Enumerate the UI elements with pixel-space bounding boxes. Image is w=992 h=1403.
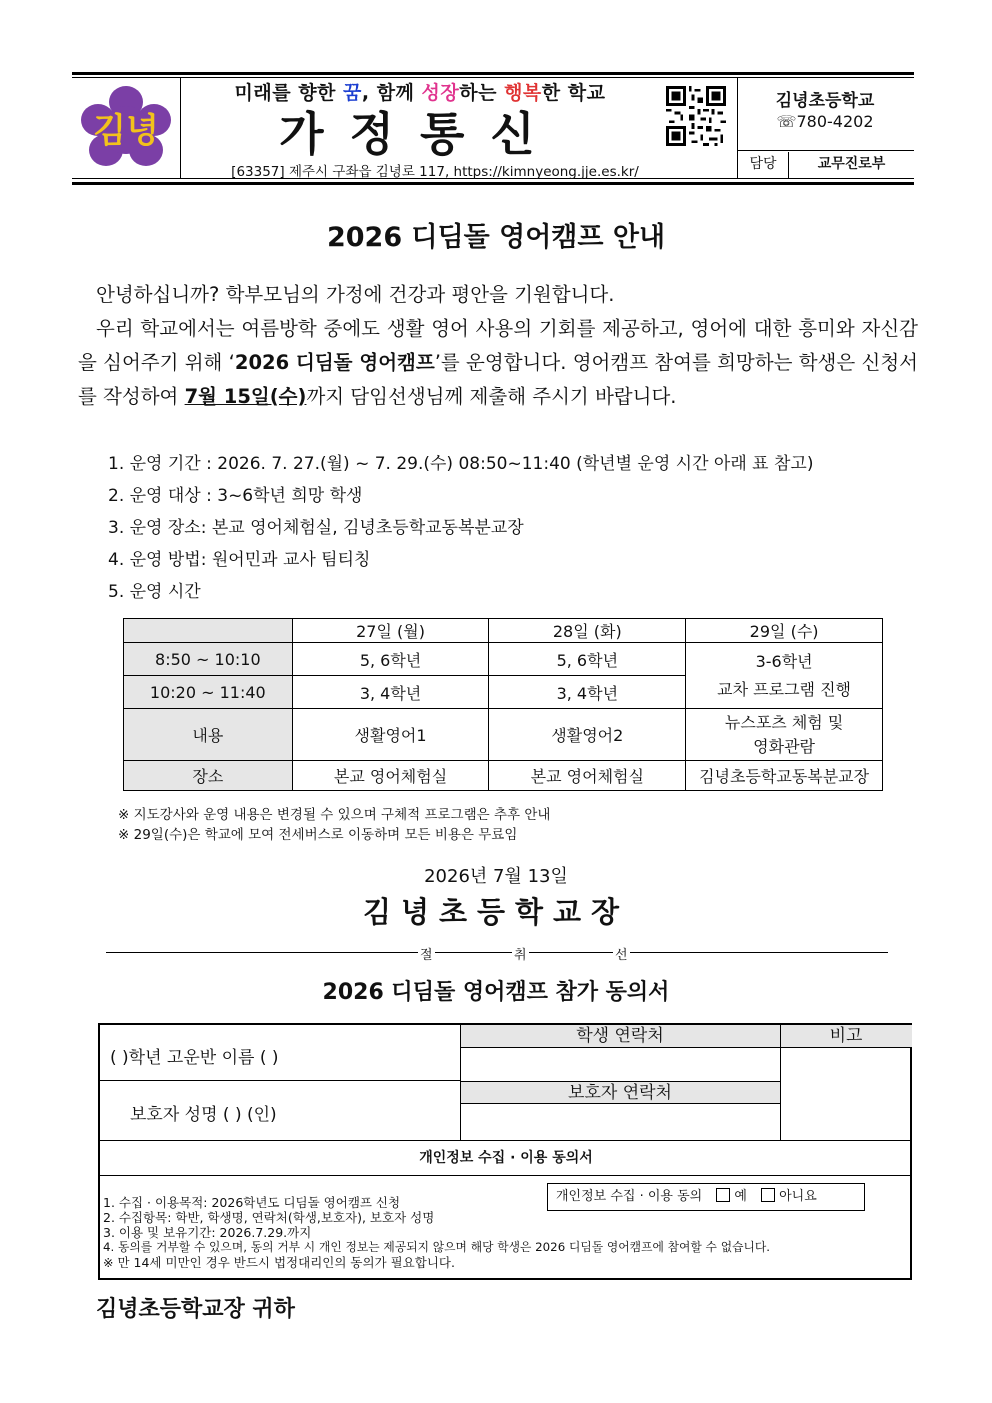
remarks-label: 비고 — [829, 1026, 863, 1046]
qr-code-icon — [666, 86, 726, 146]
table-cell: 3-6학년 교차 프로그램 진행 — [686, 643, 883, 709]
consent-no-label: 아니요 — [779, 1189, 817, 1204]
info-item: 3. 운영 장소: 본교 영어체험실, 김녕초등학교동복분교장 — [108, 518, 524, 538]
cut-mark: 선 — [613, 944, 630, 963]
greeting-paragraph: 안녕하십니까? 학부모님의 가정에 건강과 평안을 기원합니다. — [96, 283, 615, 306]
table-cell: 생활영어1 — [292, 709, 489, 761]
privacy-section-title: 개인정보 수집 · 이용 동의서 — [419, 1150, 593, 1166]
privacy-item: 2. 수집항목: 학반, 학생명, 연락처(학생,보호자), 보호자 성명 — [103, 1210, 435, 1225]
note: ※ 지도강사와 운영 내용은 변경될 수 있으며 구체적 프로그램은 추후 안내 — [118, 807, 551, 823]
table-cell: 5, 6학년 — [489, 643, 686, 676]
school-phone: ☏780-4202 — [776, 112, 874, 131]
table-header-cell: 28일 (화) — [489, 619, 686, 643]
cut-mark: 취 — [512, 944, 529, 963]
addressee: 김녕초등학교장 귀하 — [96, 1297, 295, 1322]
issue-date: 2026년 7월 13일 — [424, 866, 568, 887]
consent-form-title: 2026 디딤돌 영어캠프 참가 동의서 — [322, 980, 670, 1005]
student-contact-label: 학생 연락처 — [576, 1026, 664, 1046]
intro-paragraph: 우리 학교에서는 여름방학 중에도 생활 영어 사용의 기회를 제공하고, 영어에 대한 흥미와 자신감을 심어주기 위해 ‘2026 디딤돌 영어캠프’를 운영합니다. 영어캠프 참여를 희망하는 학생은 신청서를 작성하여 7월 15일(수)까지 담임선생님께 제출해 주시기 바랍니다. — [78, 317, 918, 408]
table-cell: 3, 4학년 — [292, 676, 489, 709]
school-slogan: 미래를 향한 꿈, 함께 성장하는 행복한 학교 — [234, 82, 606, 104]
table-cell: 본교 영어체험실 — [489, 761, 686, 791]
info-item: 1. 운영 기간 : 2026. 7. 27.(월) ~ 7. 29.(수) 08:50~11:40 (학년별 운영 시간 아래 표 참고) — [108, 454, 814, 474]
header-divider — [180, 78, 181, 178]
newsletter-title: 가정통신 — [279, 107, 561, 161]
header-bottom-rule — [72, 182, 914, 185]
privacy-item: ※ 만 14세 미만인 경우 반드시 법정대리인의 동의가 필요합니다. — [103, 1255, 455, 1270]
privacy-item: 4. 동의를 거부할 수 있으며, 동의 거부 시 개인 정보는 제공되지 않으며 해당 학생은 2026 디딤돌 영어캠프에 참여할 수 없습니다. — [103, 1240, 771, 1254]
consent-label: 개인정보 수집 · 이용 동의 — [556, 1189, 703, 1204]
table-cell: 5, 6학년 — [292, 643, 489, 676]
note: ※ 29일(수)은 학교에 모여 전세버스로 이동하며 모든 비용은 무료임 — [118, 827, 518, 843]
logo-lettering: 김녕 — [93, 111, 159, 151]
cut-mark: 절 — [418, 944, 435, 963]
table-header-cell: 29일 (수) — [686, 619, 883, 643]
info-item: 2. 운영 대상 : 3~6학년 희망 학생 — [108, 486, 363, 506]
guardian-name-field[interactable]: 보호자 성명 ( ) (인) — [130, 1105, 277, 1125]
schedule-table — [123, 618, 883, 791]
table-header-cell: 27일 (월) — [292, 619, 489, 643]
row-label-cell: 내용 — [124, 709, 293, 761]
school-name: 김녕초등학교 — [775, 91, 875, 111]
privacy-consent-box — [547, 1183, 865, 1211]
student-name-field[interactable]: ( )학년 고운반 이름 ( ) — [110, 1048, 279, 1068]
department-label: 담당 — [738, 152, 789, 178]
header-top-rule — [72, 72, 914, 75]
department-value: 교무진로부 — [817, 156, 886, 172]
table-cell: 생활영어2 — [489, 709, 686, 761]
student-contact-input[interactable] — [461, 1048, 779, 1080]
cut-line — [106, 946, 888, 963]
info-item: 4. 운영 방법: 원어민과 교사 팀티칭 — [108, 550, 371, 570]
table-cell: 김녕초등학교동복분교장 — [686, 761, 883, 791]
table-header-cell — [124, 619, 293, 643]
table-cell: 본교 영어체험실 — [292, 761, 489, 791]
table-cell: 3, 4학년 — [489, 676, 686, 709]
privacy-item: 1. 수집 · 이용목적: 2026학년도 디딤돌 영어캠프 신청 — [103, 1195, 401, 1210]
consent-form — [98, 1023, 912, 1280]
row-label-cell: 장소 — [124, 761, 293, 791]
guardian-contact-label: 보호자 연락처 — [568, 1083, 672, 1103]
consent-yes-label: 예 — [734, 1189, 747, 1204]
privacy-item: 3. 이용 및 보유기간: 2026.7.29.까지 — [103, 1225, 312, 1240]
consent-yes-checkbox[interactable] — [716, 1188, 730, 1202]
guardian-contact-input[interactable] — [461, 1104, 779, 1139]
document-title: 2026 디딤돌 영어캠프 안내 — [326, 222, 666, 253]
time-cell: 8:50 ~ 10:10 — [124, 643, 293, 676]
school-address: [63357] 제주시 구좌읍 김녕로 117, https://kimnyeong.jje.es.kr/ — [231, 164, 639, 180]
school-emblem-logo — [78, 82, 174, 174]
consent-no-checkbox[interactable] — [761, 1188, 775, 1202]
remarks-input[interactable] — [781, 1048, 911, 1139]
time-cell: 10:20 ~ 11:40 — [124, 676, 293, 709]
principal-signature: 김녕초등학교장 — [362, 895, 630, 929]
info-item: 5. 운영 시간 — [108, 582, 201, 602]
table-cell: 뉴스포츠 체험 및 영화관람 — [686, 709, 883, 761]
